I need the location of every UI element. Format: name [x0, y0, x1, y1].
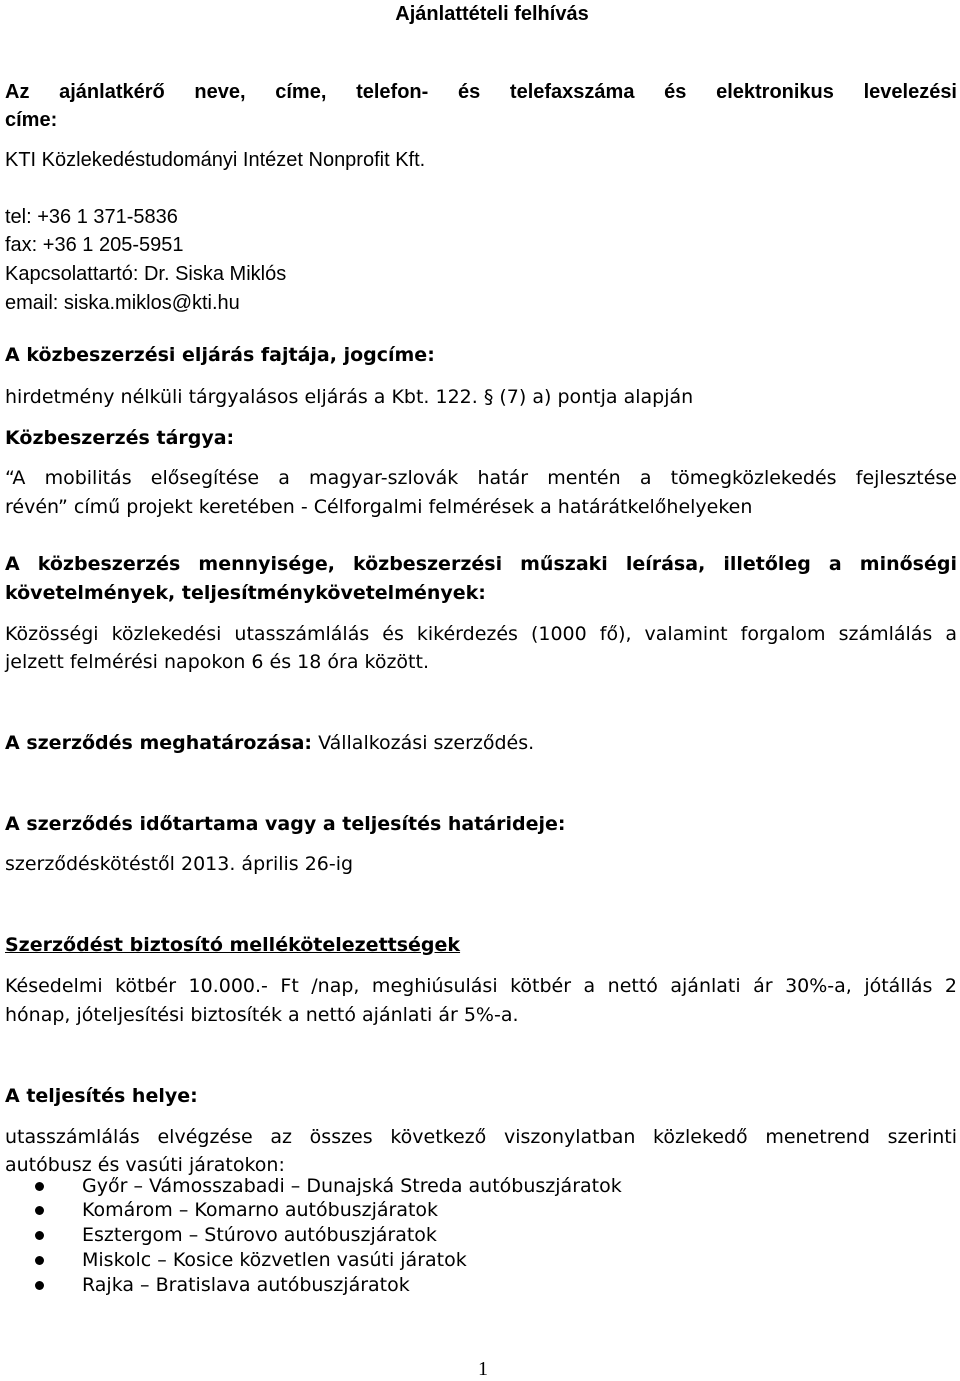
- location-item: Miskolc – Kosice közvetlen vasúti járatok: [82, 1249, 467, 1271]
- quantity-line1: Közösségi közlekedési utasszámlálás és kikérdezés (1000 fő), valamint forgalom számlálás a: [5, 623, 957, 645]
- securities-heading: Szerződést biztosító mellékötelezettségek: [5, 934, 461, 956]
- requester-email: email: siska.miklos@kti.hu: [5, 292, 240, 314]
- contract-type-label: A szerződés meghatározása:: [5, 732, 313, 754]
- bullet-icon: [35, 1206, 44, 1215]
- bullet-icon: [35, 1256, 44, 1265]
- bullet-icon: [35, 1182, 44, 1191]
- duration-heading: A szerződés időtartama vagy a teljesítés határideje:: [5, 813, 566, 835]
- location-item: Esztergom – Stúrovo autóbuszjáratok: [82, 1224, 437, 1246]
- requester-heading-line1: Az ajánlatkérő neve, címe, telefon- és telefaxszáma és elektronikus levelezési: [5, 81, 957, 103]
- contract-type-line: [5, 729, 534, 757]
- subject-line1: “A mobilitás elősegítése a magyar-szlovák határ mentén a tömegközlekedés fejlesztése: [5, 467, 957, 489]
- bullet-icon: [35, 1231, 44, 1240]
- procedure-text: hirdetmény nélküli tárgyalásos eljárás a Kbt. 122. § (7) a) pontja alapján: [5, 386, 694, 408]
- page-number: 1: [478, 1358, 488, 1380]
- quantity-heading-line2: követelmények, teljesítménykövetelmények:: [5, 582, 486, 604]
- location-line1: utasszámlálás elvégzése az összes következő viszonylatban közlekedő menetrend szerinti: [5, 1126, 957, 1148]
- location-item: Komárom – Komarno autóbuszjáratok: [82, 1199, 439, 1221]
- procedure-heading: A közbeszerzési eljárás fajtája, jogcíme:: [5, 344, 435, 366]
- location-heading: A teljesítés helye:: [5, 1085, 198, 1107]
- duration-text: szerződéskötéstől 2013. április 26-ig: [5, 853, 354, 875]
- location-item: Győr – Vámosszabadi – Dunajská Streda autóbuszjáratok: [82, 1175, 622, 1197]
- subject-line2: révén” című projekt keretében - Célforgalmi felmérések a határátkelőhelyeken: [5, 496, 753, 518]
- contract-type-value: Vállalkozási szerződés.: [312, 732, 535, 754]
- requester-fax: fax: +36 1 205-5951: [5, 234, 184, 256]
- requester-name: KTI Közlekedéstudományi Intézet Nonprofit Kft.: [5, 149, 426, 171]
- requester-contact: Kapcsolattartó: Dr. Siska Miklós: [5, 263, 287, 285]
- bullet-icon: [35, 1281, 44, 1290]
- quantity-heading-line1: A közbeszerzés mennyisége, közbeszerzési műszaki leírása, illetőleg a minőségi: [5, 553, 957, 575]
- securities-line1: Késedelmi kötbér 10.000.- Ft /nap, meghiúsulási kötbér a nettó ajánlati ár 30%-a, jótállás 2: [5, 975, 957, 997]
- document-title: Ajánlattételi felhívás: [395, 3, 589, 25]
- quantity-line2: jelzett felmérési napokon 6 és 18 óra között.: [5, 651, 429, 673]
- requester-tel: tel: +36 1 371-5836: [5, 206, 178, 228]
- securities-line2: hónap, jóteljesítési biztosíték a nettó ajánlati ár 5%-a.: [5, 1004, 519, 1026]
- requester-heading-line2: címe:: [5, 109, 58, 131]
- subject-heading: Közbeszerzés tárgya:: [5, 427, 235, 449]
- location-item: Rajka – Bratislava autóbuszjáratok: [82, 1274, 410, 1296]
- location-line2: autóbusz és vasúti járatokon:: [5, 1154, 285, 1176]
